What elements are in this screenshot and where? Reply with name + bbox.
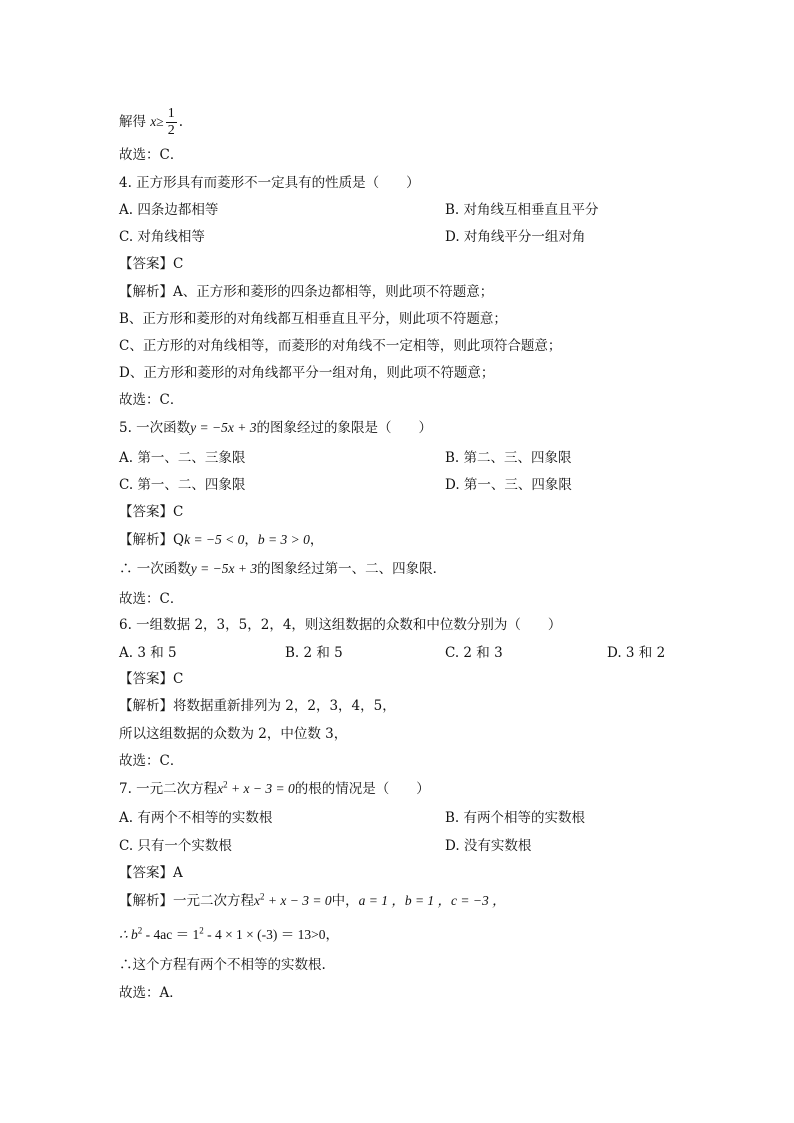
q5-stem-prefix: 5. 一次函数 (119, 420, 191, 436)
q7-option-a: A. 有两个不相等的实数根 (119, 810, 273, 826)
q7-analysis-exponent: 2 (260, 891, 265, 902)
fraction-one-half (166, 106, 177, 139)
q7-equation-x: x (217, 781, 224, 796)
q7-equation-rest: + x − 3 = 0 (227, 781, 295, 796)
q7-option-d: D. 没有实数根 (445, 838, 532, 854)
fraction-numerator: 1 (167, 106, 175, 121)
q7-disc-exponent-1: 2 (199, 925, 204, 936)
q3-solution-line (119, 106, 183, 139)
q7-equation-exponent: 2 (223, 779, 228, 790)
q5-analysis-2 (119, 560, 446, 578)
q5-option-c: C. 第一、二、四象限 (119, 477, 246, 493)
q6-analysis-2: 所以这组数据的众数为 2，中位数 3， (119, 726, 348, 742)
solve-end: . (178, 114, 184, 130)
q6-answer: 【答案】C (119, 671, 184, 687)
q6-option-c: C. 2 和 3 (445, 645, 503, 661)
q4-answer: 【答案】C (119, 256, 184, 272)
solve-relation: ≥ (156, 114, 164, 129)
q7-option-b: B. 有两个相等的实数根 (445, 810, 586, 826)
q7-analysis-1 (119, 892, 506, 910)
solve-variable: x (150, 114, 157, 129)
q5-analysis-prefix: 【解析】Q (119, 532, 185, 548)
q7-choice: 故选：A． (119, 985, 183, 1001)
q6-analysis-1: 【解析】将数据重新排列为 2，2，3，4，5， (119, 698, 396, 714)
q5-answer: 【答案】C (119, 504, 184, 520)
q5-k-condition: k = −5 < 0 (184, 532, 245, 547)
q5-option-d: D. 第一、三、四象限 (445, 477, 572, 493)
q6-choice: 故选：C． (119, 753, 184, 769)
q5-option-a: A. 第一、二、三象限 (119, 450, 246, 466)
q7-option-c: C. 只有一个实数根 (119, 838, 232, 854)
q7-analysis-x: x (254, 893, 260, 908)
q5-line2-suffix: 的图象经过第一、二、四象限． (257, 561, 447, 577)
q5-b-condition: b = 3 > 0 (257, 532, 310, 547)
q7-analysis-prefix: 【解析】一元二次方程 (119, 893, 254, 909)
q7-discriminant (119, 926, 339, 944)
q5-separator: ， (244, 532, 258, 548)
q5-analysis-end: ， (309, 532, 324, 548)
q7-disc-exponent-b: 2 (137, 925, 143, 936)
q5-line2-prefix: ∴ 一次函数 (119, 561, 191, 577)
q7-disc-mid: - 4ac ＝ 1 (142, 927, 200, 942)
q4-option-c: C. 对角线相等 (119, 229, 205, 245)
q6-option-d: D. 3 和 2 (607, 645, 666, 661)
q4-stem: 4. 正方形具有而菱形不一定具有的性质是（ ） (119, 175, 420, 191)
q6-option-b: B. 2 和 5 (285, 645, 343, 661)
q7-disc-end: - 4 × 1 × (-3) ＝ 13>0， (203, 927, 340, 942)
q7-coefficients: a = 1 ，b = 1 ，c = −3 ， (358, 893, 506, 908)
q7-analysis-mid: 中， (331, 893, 359, 909)
q3-choice: 故选：C． (119, 147, 184, 163)
q7-disc-prefix: ∴ b (119, 927, 138, 942)
q4-choice: 故选：C． (119, 392, 184, 408)
q4-analysis-2: B、正方形和菱形的对角线都互相垂直且平分，则此项不符题意； (119, 311, 507, 327)
q7-analysis-equation-rest: + x − 3 = 0 (264, 893, 332, 908)
solve-prefix: 解得 (119, 114, 146, 130)
q5-choice: 故选：C． (119, 591, 184, 607)
q4-analysis-3: C、正方形的对角线相等，而菱形的对角线不一定相等，则此项符合题意； (119, 338, 562, 354)
q4-option-b: B. 对角线互相垂直且平分 (445, 202, 599, 218)
q4-option-a: A. 四条边都相等 (119, 202, 219, 218)
q5-analysis-1 (119, 531, 323, 549)
q5-line2-equation: y = −5x + 3 (190, 561, 258, 576)
q4-analysis-4: D、正方形和菱形的对角线都平分一组对角，则此项不符题意； (119, 365, 495, 381)
q7-conclusion: ∴这个方程有两个不相等的实数根. (119, 957, 326, 973)
q5-stem (119, 419, 432, 437)
q4-option-d: D. 对角线平分一组对角 (445, 229, 586, 245)
q7-stem (119, 780, 430, 798)
fraction-denominator: 2 (167, 123, 175, 138)
q4-analysis-1: 【解析】A、正方形和菱形的四条边都相等，则此项不符题意； (119, 284, 494, 300)
q6-option-a: A. 3 和 5 (119, 645, 177, 661)
q5-option-b: B. 第二、三、四象限 (445, 450, 572, 466)
q6-stem: 6. 一组数据 2，3，5，2，4，则这组数据的众数和中位数分别为（ ） (119, 617, 562, 633)
q7-stem-suffix: 的根的情况是（ ） (294, 781, 430, 797)
q5-stem-suffix: 的图象经过的象限是（ ） (256, 420, 432, 436)
q7-stem-prefix: 7. 一元二次方程 (119, 781, 218, 797)
q7-answer: 【答案】A (119, 865, 183, 881)
q5-equation: y = −5x + 3 (190, 420, 257, 435)
